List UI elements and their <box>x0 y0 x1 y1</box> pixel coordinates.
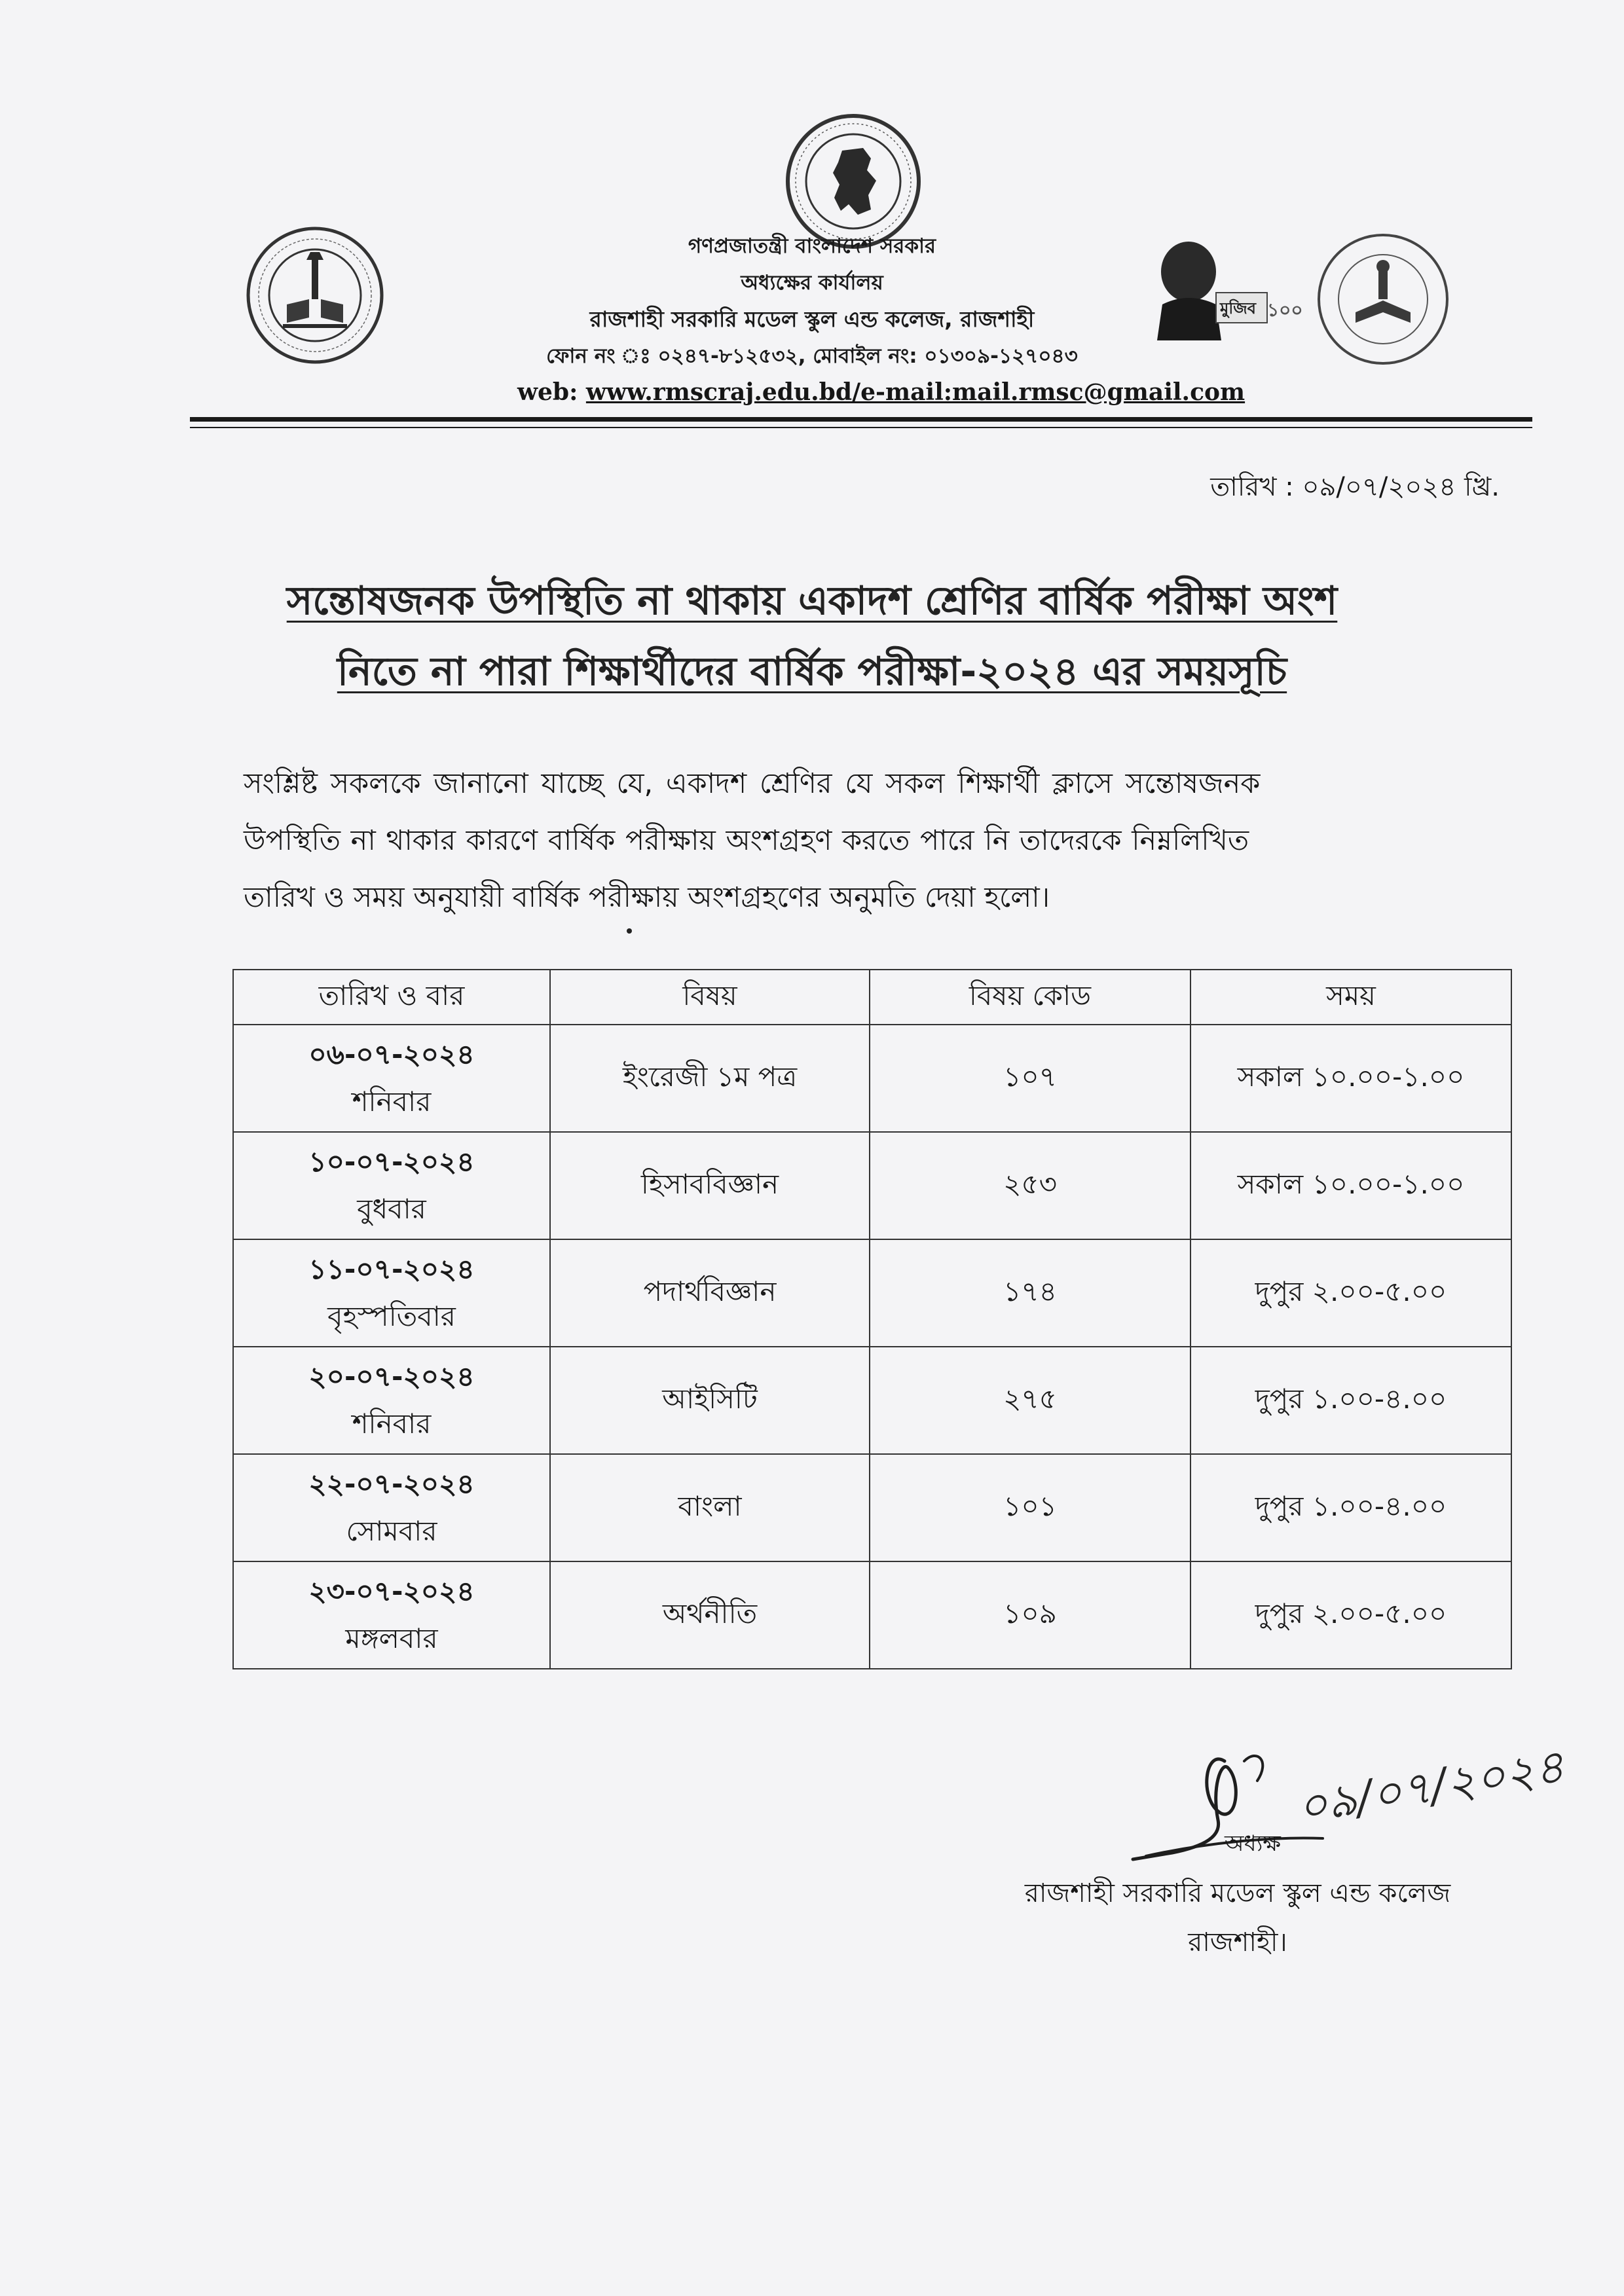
web-link[interactable]: www.rmscraj.edu.bd/e-mail:mail.rmsc@gmail.com <box>585 378 1246 406</box>
web-prefix: web: <box>517 378 586 406</box>
header-date-day: তারিখ ও বার <box>233 970 550 1025</box>
college-seal-logo <box>244 226 386 365</box>
signatory-city: রাজশাহী। <box>1188 1927 1287 1958</box>
date-day-cell <box>233 1561 550 1669</box>
date-day-cell <box>233 1025 550 1132</box>
svg-text:১০০: ১০০ <box>1267 299 1303 321</box>
exam-date: ০৬-০৭-২০২৪ <box>308 1038 475 1070</box>
subject-cell: ইংরেজী ১ম পত্র <box>550 1025 870 1132</box>
time-cell: সকাল ১০.০০-১.০০ <box>1190 1025 1511 1132</box>
subject-cell: বাংলা <box>550 1454 870 1561</box>
header-web-email <box>517 378 1245 406</box>
campaign-seal-logo <box>1316 232 1450 367</box>
header-subject: বিষয় <box>550 970 870 1025</box>
mujib-logo-text: মুজিব <box>1220 299 1257 318</box>
header-government-name: গণপ্রজাতন্ত্রী বাংলাদেশ সরকার <box>688 234 936 258</box>
body-paragraph-line-3: তারিখ ও সময় অনুযায়ী বার্ষিক পরীক্ষায় অংশগ্রহণের অনুমতি দেয়া হলো। <box>244 881 1050 914</box>
exam-date: ২২-০৭-২০২৪ <box>308 1468 475 1500</box>
header-office-name: অধ্যক্ষের কার্যালয় <box>741 271 883 295</box>
exam-date: ২০-০৭-২০২৪ <box>308 1360 475 1393</box>
handwritten-date: ০৯/০৭/২০২৪ <box>1293 1739 1568 1834</box>
exam-date: ১১-০৭-২০২৪ <box>308 1253 475 1285</box>
table-row <box>233 1347 1511 1454</box>
time-cell: দুপুর ১.০০-৪.০০ <box>1190 1454 1511 1561</box>
time-cell: দুপুর ২.০০-৫.০০ <box>1190 1561 1511 1669</box>
table-row <box>233 1025 1511 1132</box>
exam-day: শনিবার <box>352 1085 432 1118</box>
title-text-2: নিতে না পারা শিক্ষার্থীদের বার্ষিক পরীক্ষা-২০২৪ এর সময়সূচি <box>337 649 1287 695</box>
date-day-cell <box>233 1132 550 1239</box>
header-divider-thick <box>190 417 1532 422</box>
table-row <box>233 1239 1511 1347</box>
date-day-cell <box>233 1239 550 1347</box>
header-divider-thin <box>190 427 1532 428</box>
table-row <box>233 1561 1511 1669</box>
header-time: সময় <box>1190 970 1511 1025</box>
subject-code-cell: ২৫৩ <box>870 1132 1190 1239</box>
date-day-cell <box>233 1454 550 1561</box>
subject-code-cell: ১৭৪ <box>870 1239 1190 1347</box>
subject-code-cell: ১০১ <box>870 1454 1190 1561</box>
government-seal-logo <box>784 113 922 250</box>
exam-schedule-table <box>232 969 1512 1669</box>
subject-code-cell: ১০৯ <box>870 1561 1190 1669</box>
exam-date: ১০-০৭-২০২৪ <box>308 1146 475 1178</box>
notice-title-line-1 <box>164 571 1460 636</box>
table-header-row <box>233 970 1511 1025</box>
exam-day: বৃহস্পতিবার <box>327 1300 456 1332</box>
notice-date: তারিখ : ০৯/০৭/২০২৪ খ্রি. <box>1210 472 1500 502</box>
header-phone: ফোন নং ঃ ০২৪৭-৮১২৫৩২, মোবাইল নং: ০১৩০৯-১২৭০৪৩ <box>546 344 1078 368</box>
title-text-1: সন্তোষজনক উপস্থিতি না থাকায় একাদশ শ্রেণির বার্ষিক পরীক্ষা অংশ <box>286 578 1338 624</box>
body-paragraph-line-2: উপস্থিতি না থাকার কারণে বার্ষিক পরীক্ষায় অংশগ্রহণ করতে পারে নি তাদেরকে নিম্নলিখিত <box>244 824 1249 857</box>
subject-code-cell: ২৭৫ <box>870 1347 1190 1454</box>
body-paragraph-line-1: সংশ্লিষ্ট সকলকে জানানো যাচ্ছে যে, একাদশ শ্রেণির যে সকল শিক্ষার্থী ক্লাসে সন্তোষজনক <box>244 767 1261 800</box>
date-day-cell <box>233 1347 550 1454</box>
principal-title: অধ্যক্ষ <box>1225 1831 1281 1857</box>
header-subject-code: বিষয় কোড <box>870 970 1190 1025</box>
subject-cell: অর্থনীতি <box>550 1561 870 1669</box>
stray-dot-mark <box>627 928 632 934</box>
exam-day: সোমবার <box>346 1515 437 1547</box>
table-row <box>233 1132 1511 1239</box>
time-cell: সকাল ১০.০০-১.০০ <box>1190 1132 1511 1239</box>
header-institution-name: রাজশাহী সরকারি মডেল স্কুল এন্ড কলেজ, রাজশাহী <box>589 306 1035 332</box>
time-cell: দুপুর ১.০০-৪.০০ <box>1190 1347 1511 1454</box>
exam-day: শনিবার <box>352 1408 432 1440</box>
subject-code-cell: ১০৭ <box>870 1025 1190 1132</box>
notice-title-line-2 <box>164 642 1460 707</box>
signatory-institution: রাজশাহী সরকারি মডেল স্কুল এন্ড কলেজ <box>1024 1878 1451 1908</box>
subject-cell: পদার্থবিজ্ঞান <box>550 1239 870 1347</box>
subject-cell: হিসাববিজ্ঞান <box>550 1132 870 1239</box>
subject-cell: আইসিটি <box>550 1347 870 1454</box>
table-row <box>233 1454 1511 1561</box>
exam-date: ২৩-০৭-২০২৪ <box>308 1575 475 1607</box>
exam-day: বুধবার <box>357 1193 426 1225</box>
exam-day: মঙ্গলবার <box>345 1622 438 1654</box>
time-cell: দুপুর ২.০০-৫.০০ <box>1190 1239 1511 1347</box>
